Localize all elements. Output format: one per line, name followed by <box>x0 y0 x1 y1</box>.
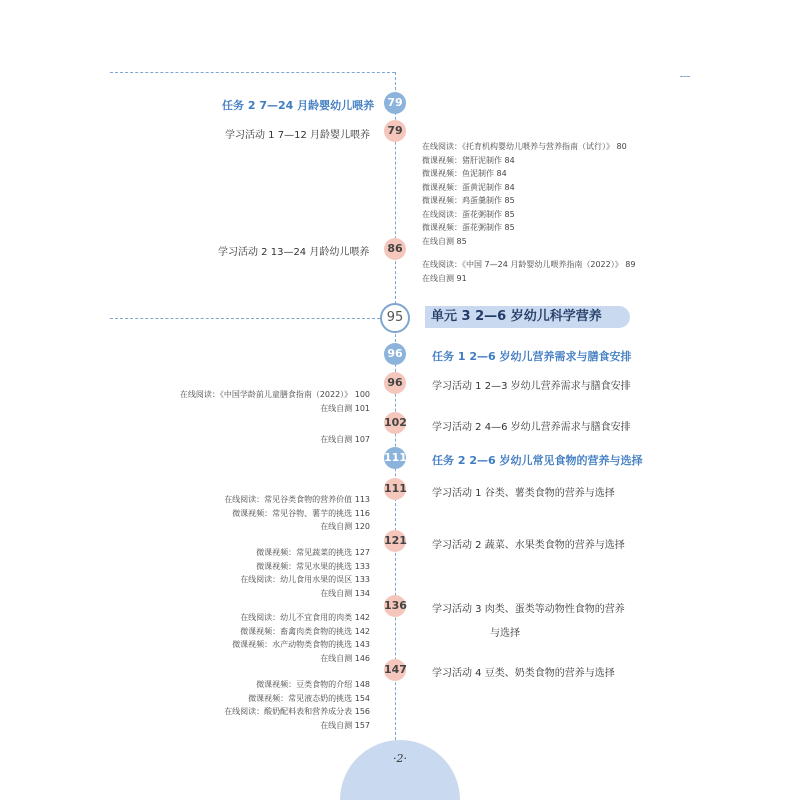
resource-item[interactable]: 微课视频：常见谷物、薯芋的挑选 116 <box>232 508 370 518</box>
resource-list <box>180 388 370 415</box>
resource-item[interactable]: 在线阅读：酸奶配料表和营养成分表 156 <box>224 707 370 716</box>
page-circle: 79 <box>384 92 406 114</box>
resource-item[interactable]: 在线自测 120 <box>320 522 370 531</box>
resource-item[interactable]: 在线阅读：幼儿不宜食用的肉类 142 <box>240 613 370 622</box>
page-circle: 86 <box>384 238 406 260</box>
activity-2-title[interactable]: 学习活动 2 13—24 月龄幼儿喂养 <box>218 247 370 258</box>
page-circle: 96 <box>384 343 406 365</box>
resource-item[interactable]: 在线阅读：幼儿食用水果的误区 133 <box>240 575 370 584</box>
page-circle: 79 <box>384 120 406 142</box>
activity-1-title[interactable]: 学习活动 1 2—3 岁幼儿营养需求与膳食安排 <box>432 381 631 392</box>
resource-item[interactable]: 微课视频：畜禽肉类食物的挑选 142 <box>240 626 370 636</box>
resource-item[interactable]: 微课视频：蛋花粥制作 85 <box>422 223 515 232</box>
resource-item[interactable]: 在线自测 91 <box>422 273 467 283</box>
resource-item[interactable]: 在线阅读：《中国学龄前儿童膳食指南（2022）》 100 <box>179 390 370 399</box>
resource-item[interactable]: 在线自测 157 <box>320 720 370 730</box>
activity-3-title[interactable]: 学习活动 3 肉类、蛋类等动物性食物的营养 <box>432 604 625 615</box>
divider-top <box>110 72 395 73</box>
resource-list <box>224 678 370 732</box>
resource-item[interactable]: 微课视频：蛋黄泥制作 84 <box>422 182 515 192</box>
resource-item[interactable]: 微课视频：豆类食物的介绍 148 <box>256 680 370 689</box>
resource-item[interactable]: 在线自测 101 <box>320 403 370 413</box>
resource-item[interactable]: 微课视频：鸡蛋羹制作 85 <box>422 196 515 205</box>
activity-2-title[interactable]: 学习活动 2 4—6 岁幼儿营养需求与膳食安排 <box>432 422 631 433</box>
resource-item[interactable]: 在线自测 134 <box>320 588 370 598</box>
unit-page-circle: 95 <box>380 303 410 333</box>
page-circle: 111 <box>384 447 406 469</box>
resource-item[interactable]: 在线阅读：常见谷类食物的营养价值 113 <box>224 495 370 504</box>
page-circle: 111 <box>384 478 406 500</box>
activity-3-title-continued[interactable]: 与选择 <box>490 628 520 639</box>
resource-item[interactable]: 在线阅读：蛋花粥制作 85 <box>422 209 515 219</box>
resource-item[interactable]: 在线自测 146 <box>320 653 370 663</box>
page-circle: 136 <box>384 595 406 617</box>
resource-list <box>240 546 370 600</box>
resource-item[interactable]: 微课视频：常见蔬菜的挑选 127 <box>256 548 370 557</box>
page-circle: 121 <box>384 530 406 552</box>
divider-unit <box>110 318 380 319</box>
activity-1-title[interactable]: 学习活动 1 7—12 月龄婴儿喂养 <box>225 130 370 141</box>
activity-2-title[interactable]: 学习活动 2 蔬菜、水果类食物的营养与选择 <box>432 540 625 551</box>
resource-item[interactable]: 微课视频：鱼泥制作 84 <box>422 169 507 178</box>
activity-1-title[interactable]: 学习活动 1 谷类、薯类食物的营养与选择 <box>432 488 615 499</box>
page-circle: 147 <box>384 659 406 681</box>
task-2-title[interactable]: 任务 2 2—6 岁幼儿常见食物的营养与选择 <box>432 454 643 467</box>
resource-list <box>422 258 635 285</box>
resource-list <box>320 433 370 447</box>
activity-4-title[interactable]: 学习活动 4 豆类、奶类食物的营养与选择 <box>432 668 615 679</box>
resource-list <box>224 493 370 534</box>
task-2-title[interactable]: 任务 2 7—24 月龄婴幼儿喂养 <box>222 99 375 112</box>
task-1-title[interactable]: 任务 1 2—6 岁幼儿营养需求与膳食安排 <box>432 350 632 363</box>
resource-item[interactable]: 在线阅读：《中国 7—24 月龄婴幼儿喂养指南（2022）》 89 <box>422 260 636 269</box>
resource-item[interactable]: 微课视频：常见水果的挑选 133 <box>256 561 370 571</box>
resource-item[interactable]: 在线自测 85 <box>422 236 467 246</box>
page-number: ·2· <box>393 752 407 765</box>
resource-item[interactable]: 微课视频：猪肝泥制作 84 <box>422 155 515 165</box>
resource-item[interactable]: 在线阅读：《托育机构婴幼儿喂养与营养指南（试行）》 80 <box>422 142 627 151</box>
page-circle: 102 <box>384 412 406 434</box>
resource-list <box>422 140 627 248</box>
resource-list <box>232 611 370 665</box>
resource-item[interactable]: 在线自测 107 <box>320 435 370 444</box>
resource-item[interactable]: 微课视频：水产动物类食物的挑选 143 <box>232 640 370 649</box>
unit-3-title[interactable]: 单元 3 2—6 岁幼儿科学营养 <box>425 306 630 328</box>
divider-top-right <box>680 76 690 77</box>
page-circle: 96 <box>384 372 406 394</box>
resource-item[interactable]: 微课视频：常见液态奶的挑选 154 <box>248 693 370 703</box>
